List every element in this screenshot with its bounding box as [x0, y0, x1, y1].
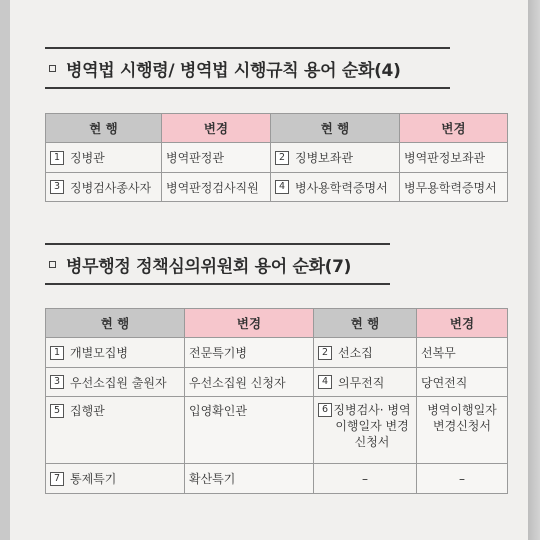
current-term: 병사용학력증명서 [295, 180, 388, 195]
item-number: 1 [50, 151, 64, 165]
current-term: 선소집 [338, 346, 373, 360]
current-term-cell [46, 464, 185, 494]
section2-title: 병무행정 정책심의위원회 용어 순화(7) [66, 256, 352, 277]
header-current: 현 행 [46, 309, 185, 338]
section1-header [45, 47, 450, 89]
current-term-cell [314, 368, 417, 397]
item-number: 6 [318, 403, 332, 417]
current-term-cell [314, 338, 417, 368]
current-term-cell [46, 143, 162, 173]
current-term-cell [314, 397, 417, 464]
current-term: 개별모집병 [70, 346, 128, 360]
table-row [46, 464, 508, 494]
changed-term: 병역판정관 [162, 143, 271, 173]
table-header-row [46, 309, 508, 338]
changed-term: 입영확인관 [185, 397, 314, 464]
current-term: 의무전직 [338, 375, 385, 390]
section2-header [45, 243, 390, 285]
changed-term: 확산특기 [185, 464, 314, 494]
current-term-cell [271, 173, 400, 202]
changed-term: 전문특기병 [185, 338, 314, 368]
current-term: 징병검사종사자 [70, 180, 152, 195]
current-term-cell [46, 368, 185, 397]
item-number: 1 [50, 346, 64, 360]
section2-bullet-icon [49, 261, 56, 268]
header-current: 현 행 [46, 114, 162, 143]
item-number: 4 [275, 180, 289, 194]
header-current: 현 행 [314, 309, 417, 338]
section1-bottom-rule [45, 87, 450, 89]
current-term: 집행관 [70, 404, 105, 418]
current-term-cell [46, 397, 185, 464]
header-current: 현 행 [271, 114, 400, 143]
section2-table [45, 308, 508, 494]
changed-term: 병역판정보좌관 [400, 143, 508, 173]
item-number: 3 [50, 180, 64, 194]
current-term: 우선소집원 출원자 [70, 375, 167, 390]
table-row [46, 368, 508, 397]
table-header-row [46, 114, 508, 143]
current-term-cell [271, 143, 400, 173]
current-term-empty: – [314, 464, 417, 494]
current-term: 징병검사· 병역이행일자 변경신청서 [333, 403, 411, 449]
changed-term: 당연전직 [417, 368, 508, 397]
current-term: 징병관 [70, 151, 105, 165]
table-row [46, 173, 508, 202]
changed-term: 병무용학력증명서 [400, 173, 508, 202]
changed-term: 선복무 [417, 338, 508, 368]
changed-term: 병역판정검사직원 [162, 173, 271, 202]
changed-term: 병역이행일자 변경신청서 [417, 397, 508, 464]
header-changed: 변경 [400, 114, 508, 143]
current-term-cell [46, 338, 185, 368]
table-row [46, 338, 508, 368]
header-changed: 변경 [162, 114, 271, 143]
current-term: 통제특기 [70, 472, 117, 486]
section1-bullet-icon [49, 65, 56, 72]
item-number: 2 [275, 151, 289, 165]
current-term: 징병보좌관 [295, 151, 353, 165]
current-term-cell [46, 173, 162, 202]
item-number: 4 [318, 375, 332, 389]
item-number: 3 [50, 375, 64, 389]
page-edge-shadow [528, 0, 540, 540]
section1-table [45, 113, 508, 202]
item-number: 5 [50, 404, 64, 418]
table-row [46, 143, 508, 173]
section2-bottom-rule [45, 283, 390, 285]
section1-title: 병역법 시행령/ 병역법 시행규칙 용어 순화(4) [66, 60, 401, 81]
table-row [46, 397, 508, 464]
item-number: 2 [318, 346, 332, 360]
changed-term: 우선소집원 신청자 [185, 368, 314, 397]
changed-term-empty: – [417, 464, 508, 494]
header-changed: 변경 [417, 309, 508, 338]
item-number: 7 [50, 472, 64, 486]
header-changed: 변경 [185, 309, 314, 338]
